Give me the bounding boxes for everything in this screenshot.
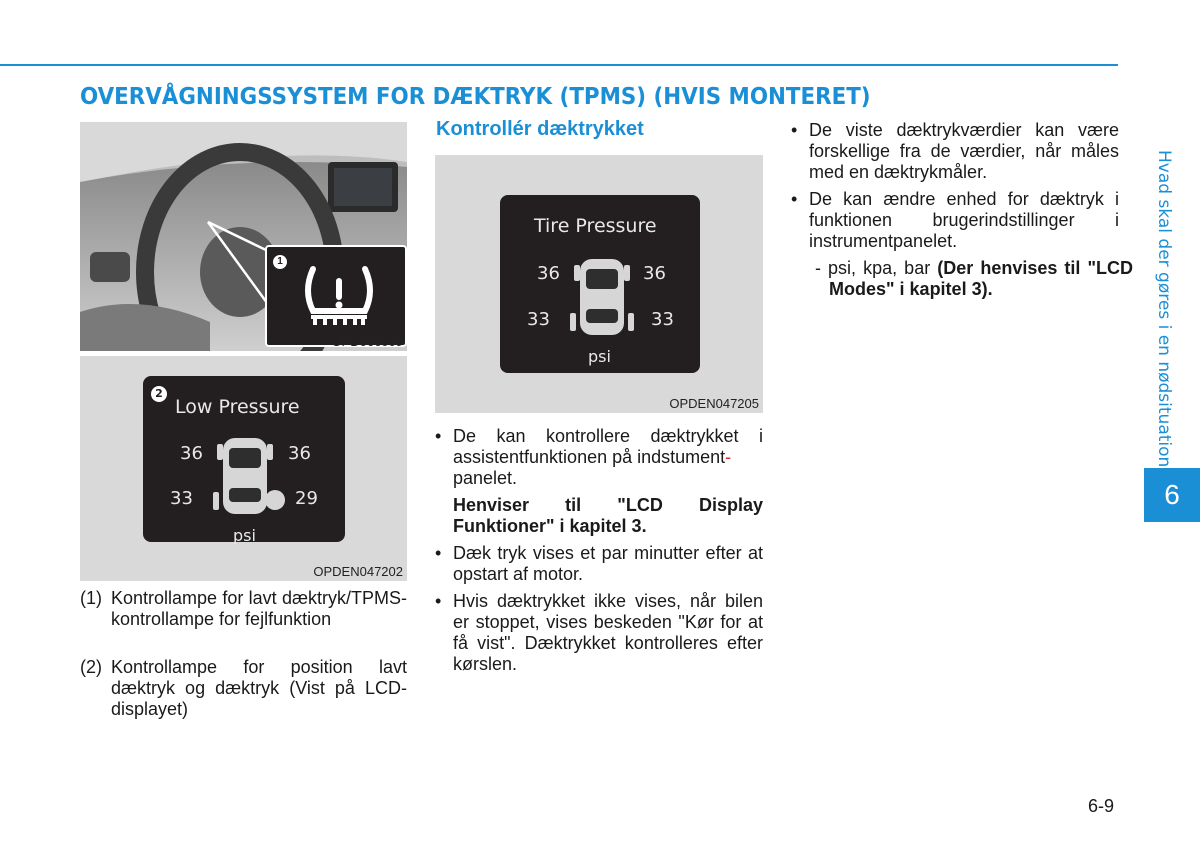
lcd-screen <box>143 376 345 545</box>
car-topview-icon <box>209 430 289 520</box>
screen-title: Low Pressure <box>175 396 300 418</box>
right-subitem <box>815 258 1133 300</box>
car-topview-icon <box>562 251 642 341</box>
figure-code: OPDEN047205 <box>669 396 759 411</box>
reference-note: Henviser til "LCD Display Funktioner" i kapitel 3. <box>453 495 763 536</box>
bullet-dot: • <box>791 120 798 140</box>
callout-1: 1 <box>273 255 287 269</box>
bullet-text: De kan ændre enhed for dæktryk i funktionen brugerindstillinger i instrumentpanelet. <box>809 189 1119 251</box>
front-left-pressure: 36 <box>537 263 560 284</box>
front-left-pressure: 36 <box>180 443 203 464</box>
rear-left-pressure: 33 <box>170 488 193 509</box>
caption-1 <box>80 588 407 630</box>
rear-left-pressure: 33 <box>527 309 550 330</box>
middle-bullet-3 <box>435 591 763 675</box>
rear-right-pressure: 33 <box>651 309 674 330</box>
screen-title: Tire Pressure <box>534 215 657 237</box>
caption-num: (1) <box>80 588 102 608</box>
header-rule <box>0 64 1118 66</box>
right-bullet-2 <box>791 189 1119 252</box>
bullet-line <box>453 447 763 468</box>
bullet-dot: • <box>791 189 798 209</box>
chapter-sidebar-label: Hvad skal der gøres i en nødsituation <box>1154 150 1174 468</box>
caption-text: Kontrollampe for position lavt dæktryk og dæktryk (Vist på LCD-displayet) <box>111 657 407 719</box>
page-title: OVERVÅGNINGSSYSTEM FOR DÆKTRYK (TPMS) (HVIS MONTERET) <box>80 84 871 110</box>
bullet-text: Dæk tryk vises et par minutter efter at opstart af motor. <box>453 543 763 584</box>
chapter-tab: 6 <box>1144 468 1200 522</box>
caption-2 <box>80 657 407 720</box>
dashboard-figure <box>80 122 407 351</box>
tire-pressure-figure <box>435 155 763 413</box>
callout-2: 2 <box>151 386 167 402</box>
subitem-plain: - psi, kpa, bar <box>815 258 938 278</box>
front-right-pressure: 36 <box>288 443 311 464</box>
rear-right-pressure: 29 <box>295 488 318 509</box>
bullet-line: panelet. <box>453 468 518 488</box>
bullet-text: De viste dæktrykværdier kan være forskellige fra de værdier, når måles med en dæktrykmåler. <box>809 120 1119 182</box>
pressure-unit: psi <box>588 347 611 366</box>
right-bullet-1 <box>791 120 1119 183</box>
pressure-unit: psi <box>233 526 256 545</box>
low-pressure-figure <box>80 356 407 581</box>
middle-bullet-1 <box>435 426 763 537</box>
caption-text: Kontrollampe for lavt dæktryk/TPMS-kontrollampe for fejlfunktion <box>111 588 407 629</box>
bullet-line: De kan kontrollere dæktrykket i <box>453 426 763 446</box>
bullet-dot: • <box>435 426 442 446</box>
caption-num: (2) <box>80 657 102 677</box>
figure-code: OPD066009 <box>331 334 403 349</box>
hyphen-mark: - <box>725 447 732 467</box>
bullet-text: Hvis dæktrykket ikke vises, når bilen er stoppet, vises beskeden "Kør for at få vist". Dæktrykket kontrolleres efter kørslen. <box>453 591 763 674</box>
subitem-bold: (Der henvises til "LCD Modes" i kapitel 3). <box>829 258 1133 299</box>
bullet-dot: • <box>435 591 442 611</box>
bullet-dot: • <box>435 543 442 563</box>
front-right-pressure: 36 <box>643 263 666 284</box>
section-heading: Kontrollér dæktrykket <box>436 118 644 140</box>
tpms-warning-icon <box>299 261 379 331</box>
lcd-screen <box>500 195 700 373</box>
middle-bullet-2 <box>435 543 763 585</box>
tpms-warning-inset <box>265 245 407 347</box>
figure-code: OPDEN047202 <box>313 564 403 579</box>
page-number: 6-9 <box>1088 796 1115 816</box>
bullet-line-text: assistentfunktionen på indstument <box>453 447 726 467</box>
